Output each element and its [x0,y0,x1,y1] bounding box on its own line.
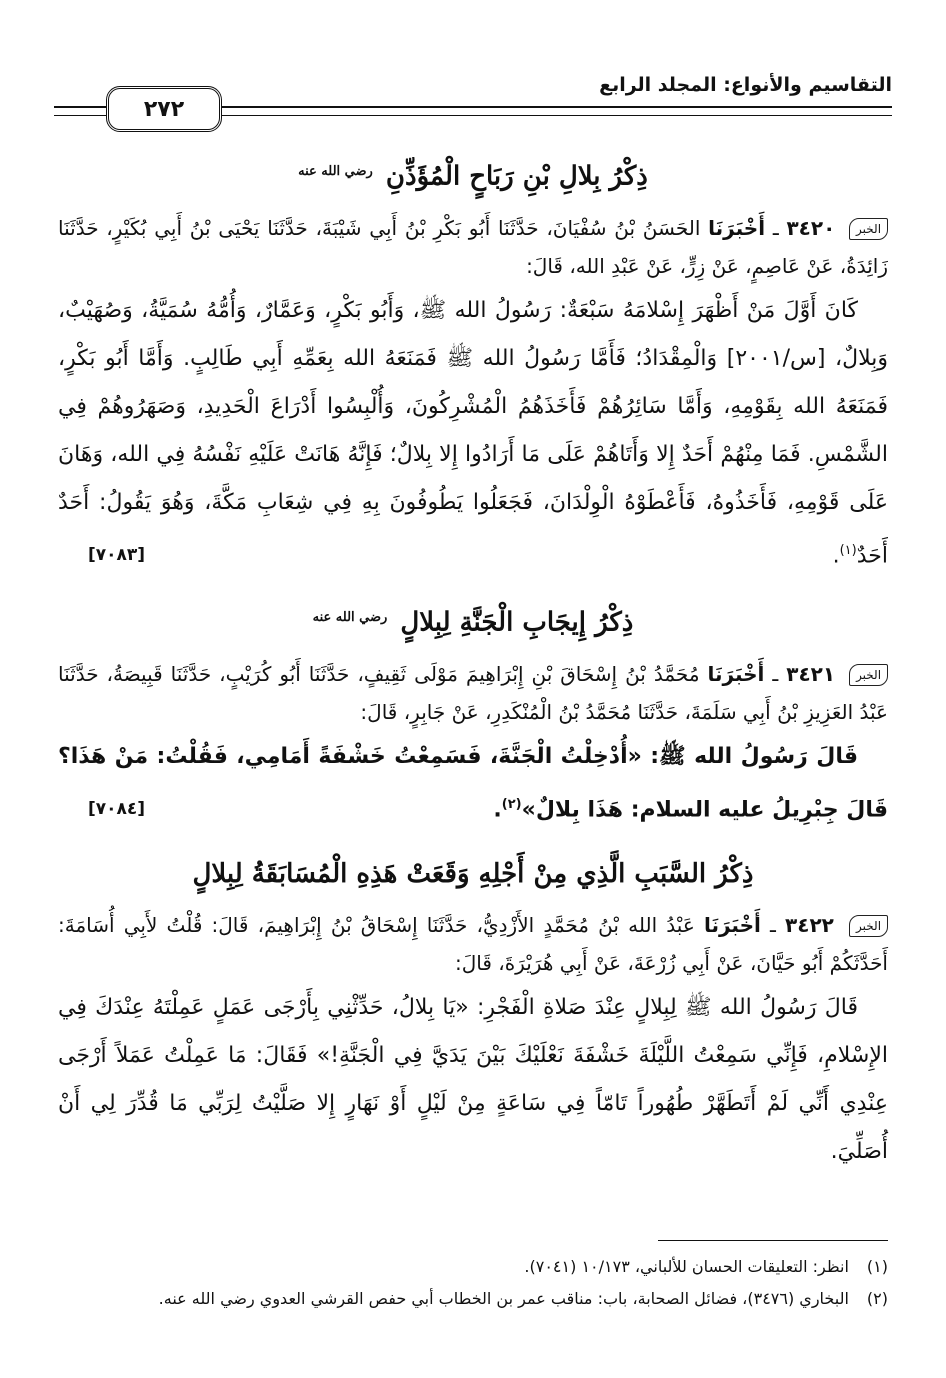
section-reason [58,852,888,1176]
hadith-isnad [58,906,888,982]
dash-separator: ـ [760,912,776,937]
hadith-matn: قَالَ رَسُولُ الله ﷺ: «أُدْخِلْتُ الْجَنَّةَ، فَسَمِعْتُ خَشْفَةً أَمَامِي، فَقُلْتُ: مَنْ هَذَا؟ قَالَ جِبْرِيلُ عليه السلام: هَذَا بِلالٌ»$^{(٢)}$. [٧٠٨٤] [58,733,888,834]
akhbarana-keyword: أَخْبَرَنَا [703,912,761,937]
section-title [58,596,888,645]
khabar-badge: الخبر [849,915,888,937]
footnote-rule [658,1240,888,1241]
running-title: التقاسيم والأنواع: المجلد الرابع [599,74,892,96]
page-number: ٢٧٢ [106,86,222,132]
section-title-text: ذِكْرُ إِيجَابِ الْجَنَّةِ لِبِلالٍ [400,607,634,638]
footnote-text: البخاري (٣٤٧٦)، فضائل الصحابة، باب: مناقب عمر بن الخطاب أبي حفص القرشي العدوي رضي الله عنه. [158,1289,849,1308]
section-title [58,150,888,199]
section-title-text: ذِكْرُ بِلالِ بْنِ رَبَاحٍ الْمُؤَذِّنِ [385,161,648,192]
footnote-number: (٢) [866,1289,888,1308]
dash-separator: ـ [765,215,779,240]
footnote [58,1251,888,1283]
hadith-matn: كَانَ أَوَّلَ مَنْ أَظْهَرَ إِسْلامَهُ سَبْعَةٌ: رَسُولُ الله ﷺ، وَأَبُو بَكْرٍ، وَعَمَّارٌ، وَأُمُّهُ سُمَيَّةُ، وَصُهَيْبٌ، وَبِلالٌ، [س/٢٠٠١] وَالْمِقْدَادُ؛ فَأَمَّا رَسُولُ الله ﷺ فَمَنَعَهُ الله بِعَمِّهِ أَبِي طَالِبٍ. وَأَمَّا أَبُو بَكْرٍ، فَمَنَعَهُ الله بِقَوْمِهِ، وَأَمَّا سَائِرُهُمْ فَأَخَذَهُمُ الْمُشْرِكُونَ، وَأُلْبِسُوا أَدْرَاعَ الْحَدِيدِ، وَصَهَرُوهُمْ فِي الشَّمْسِ. فَمَا مِنْهُمْ أَحَدٌ إِلا وَأَتَاهُمْ عَلَى مَا أَرَادُوا إِلا بِلالٌ؛ فَإِنَّهُ هَانَتْ عَلَيْهِ نَفْسُهُ فِي الله، وَهَانَ عَلَى قَوْمِهِ، فَأَخَذُوهُ، فَأَعْطَوْهُ الْوِلْدَانَ، فَجَعَلُوا يَطُوفُونَ بِهِ فِي شِعَابِ مَكَّةَ، وَهُوَ يَقُولُ: أَحَدٌ أَحَدٌ$^{(١)}$. [٧٠٨٣] [58,287,888,580]
dash-separator: ـ [764,661,779,686]
akhbarana-keyword: أَخْبَرَنَا [708,215,766,240]
akhbarana-keyword: أَخْبَرَنَا [707,661,765,686]
salutation-mark: رضي الله عنه [298,164,373,179]
footnote-number: (١) [866,1257,888,1276]
hadith-number: ٣٤٢١ [786,661,836,686]
isnad-text: الحَسَنُ بْنُ سُفْيَانَ، حَدَّثَنَا أَبُو بَكْرِ بْنُ أَبِي شَيْبَةَ، حَدَّثَنَا يَحْيَى بْنُ أَبِي بُكَيْرٍ، حَدَّثَنَا زَائِدَةُ، عَنْ عَاصِمٍ، عَنْ زِرٍّ، عَنْ عَبْدِ الله، قَالَ: [58,215,888,278]
footnote-mark: (٢) [501,796,522,812]
hadith-reference: [٧٠٨٤] [88,798,146,819]
matn-text: كَانَ أَوَّلَ مَنْ أَظْهَرَ إِسْلامَهُ سَبْعَةٌ: رَسُولُ الله ﷺ، وَأَبُو بَكْرٍ، وَعَمَّارٌ، وَأُمُّهُ سُمَيَّةُ، وَصُهَيْبٌ، وَبِلالٌ، [س/٢٠٠١] وَالْمِقْدَادُ؛ فَأَمَّا رَسُولُ الله ﷺ فَمَنَعَهُ الله بِعَمِّهِ أَبِي طَالِبٍ. وَأَمَّا أَبُو بَكْرٍ، فَمَنَعَهُ الله بِقَوْمِهِ، وَأَمَّا سَائِرُهُمْ فَأَخَذَهُمُ الْمُشْرِكُونَ، وَأُلْبِسُوا أَدْرَاعَ الْحَدِيدِ، وَصَهَرُوهُمْ فِي الشَّمْسِ. فَمَا مِنْهُمْ أَحَدٌ إِلا وَأَتَاهُمْ عَلَى مَا أَرَادُوا إِلا بِلالٌ؛ فَإِنَّهُ هَانَتْ عَلَيْهِ نَفْسُهُ فِي الله، وَهَانَ عَلَى قَوْمِهِ، فَأَخَذُوهُ، فَأَعْطَوْهُ الْوِلْدَانَ، فَجَعَلُوا يَطُوفُونَ بِهِ فِي شِعَابِ مَكَّةَ، وَهُوَ يَقُولُ: أَحَدٌ أَحَدٌ [58,297,888,568]
section-title [58,852,888,896]
salutation-mark: رضي الله عنه [312,609,388,625]
matn-text: قَالَ رَسُولُ الله ﷺ لِبِلالٍ عِنْدَ صَلاةِ الْفَجْرِ: «يَا بِلالُ، حَدِّثْنِي بِأَرْجَى عَمَلٍ عَمِلْتَهُ عِنْدَكَ فِي الإِسْلامِ، فَإِنِّي سَمِعْتُ اللَّيْلَةَ خَشْفَةَ نَعْلَيْكَ بَيْنَ يَدَيَّ فِي الْجَنَّةِ!» فَقَالَ: مَا عَمِلْتُ عَمَلاً أَرْجَى عِنْدِي أَنِّي لَمْ أَتَطَهَّرْ طُهُوراً تَامّاً فِي سَاعَةٍ مِنْ لَيْلٍ أَوْ نَهَارٍ إِلا صَلَّيْتُ لِرَبِّي مَا قُدِّرَ لِي أَنْ أُصَلِّيَ. [58,994,888,1164]
section-bilal [58,150,888,580]
khabar-badge: الخبر [849,664,888,686]
page-header [54,68,892,128]
hadith-isnad [58,655,888,731]
isnad-text: عَبْدُ الله بْنُ مُحَمَّدٍ الأَزْدِيُّ، حَدَّثَنَا إِسْحَاقُ بْنُ إِبْرَاهِيمَ، قَالَ: قُلْتُ لأَبِي أُسَامَةَ: أَحَدَّثَكُمْ أَبُو حَيَّانَ، عَنْ أَبِي زُرْعَةَ، عَنْ أَبِي هُرَيْرَةَ، قَالَ: [58,912,888,975]
hadith-number: ٣٤٢٢ [785,912,834,937]
footnote-text: انظر: التعليقات الحسان للألباني، ١٠/١٧٣ (٧٠٤١). [524,1257,849,1276]
section-title-text: ذِكْرُ السَّبَبِ الَّذِي مِنْ أَجْلِهِ وَقَعَتْ هَذِهِ الْمُسَابَقَةُ لِبِلالٍ [192,858,754,889]
khabar-badge: الخبر [849,218,888,240]
footnote-mark: (١) [839,542,857,558]
hadith-matn [58,984,888,1176]
matn-text: قَالَ رَسُولُ الله ﷺ: «أُدْخِلْتُ الْجَنَّةَ، فَسَمِعْتُ خَشْفَةً أَمَامِي، فَقُلْتُ: مَنْ هَذَا؟ قَالَ جِبْرِيلُ عليه السلام: هَذَا بِلالٌ» [58,743,888,822]
footnotes [58,1240,888,1315]
hadith-reference: [٧٠٨٣] [88,544,146,565]
hadith-number: ٣٤٢٠ [786,215,836,240]
page-body [58,150,888,1176]
isnad-text: مُحَمَّدُ بْنُ إِسْحَاقَ بْنِ إِبْرَاهِيمَ مَوْلَى ثَقِيفٍ، حَدَّثَنَا أَبُو كُرَيْبٍ، حَدَّثَنَا قَبِيصَةُ، حَدَّثَنَا عَبْدُ العَزِيزِ بْنُ أَبِي سَلَمَةَ، حَدَّثَنَا مُحَمَّدُ بْنُ الْمُنْكَدِرِ، عَنْ جَابِرٍ، قَالَ: [58,661,888,724]
section-jannah-bilal [58,596,888,834]
hadith-isnad [58,209,888,285]
footnote [58,1283,888,1315]
